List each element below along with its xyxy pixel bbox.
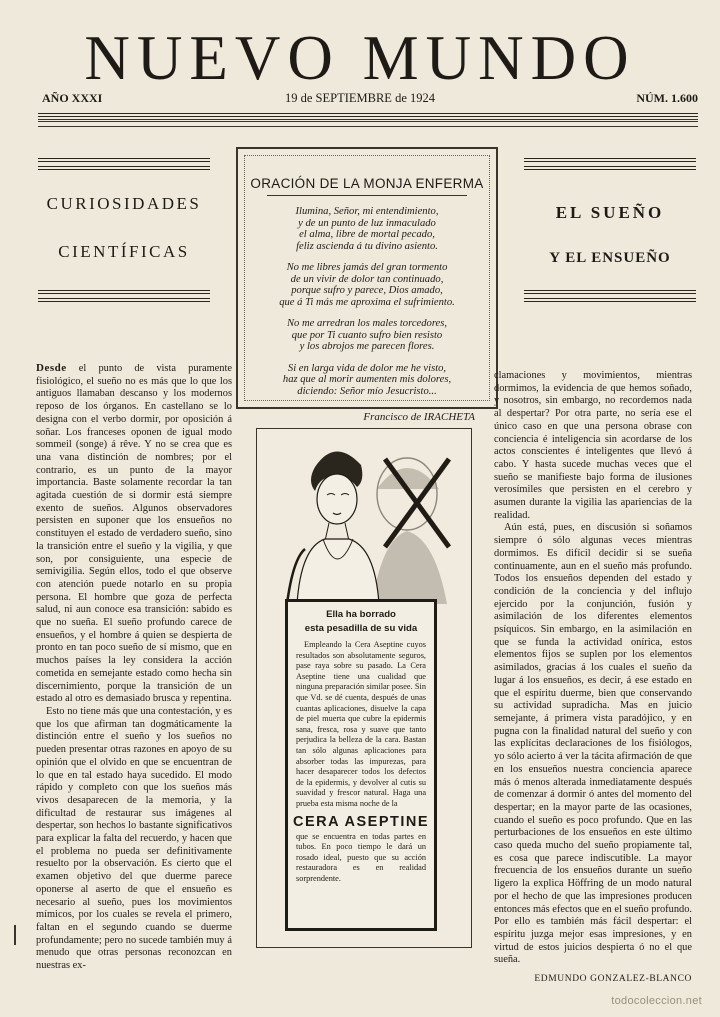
- issue-date: 19 de SEPTIEMBRE de 1924: [285, 91, 435, 105]
- article-paragraph: clamaciones y movimientos, mientras dormimos, la evidencia de que hemos soñado, y nosotros, sin embargo, no recordemos nada al despertar? Por otra parte, no sería ese el único caso en que una persona obrase con conciencia é inteligencia sin acordarse de los actos conscientes é inteligentes que llevó á cabo. Y hasta sucede muchas veces que el sueño se manifieste bajo forma de ilusiones verosímiles que persisten en el cerebro y asumen durante la vigilia las apariencias de la realidad.: [494, 370, 692, 521]
- issue-number: NÚM. 1.600: [636, 91, 698, 105]
- masthead-title: NUEVO MUNDO: [84, 23, 636, 93]
- poem-stanza: [245, 318, 489, 353]
- issue-year: AÑO XXXI: [42, 91, 103, 105]
- left-article: [36, 362, 232, 973]
- right-heading-rule-bottom2: [524, 298, 696, 302]
- poem-line: haz que al morir aumenten mis dolores,: [282, 374, 452, 385]
- poem-box: [236, 147, 498, 423]
- left-heading-rule-top2: [38, 166, 210, 170]
- edge-mark: [14, 925, 16, 945]
- right-article: [494, 370, 692, 986]
- article-paragraph: [36, 362, 232, 706]
- right-heading-line2: Y EL ENSUEÑO: [549, 250, 671, 266]
- poem-line: de un vivir de dolor tan continuado,: [290, 273, 444, 285]
- poem-author: Francisco de IRACHETA: [363, 411, 475, 423]
- poem-inner-frame: [244, 155, 490, 423]
- poem-line: y de un punto de luz inmaculado: [298, 217, 436, 229]
- ad-footer-text: que se encuentra en todas partes en tubos. En poco tiempo le dará un rosado ideal, puesto que su acción restauradora es en realidad sorprendente.: [296, 831, 426, 883]
- right-heading-rule-bottom: [524, 290, 696, 294]
- ad-brand: CERA ASEPTINE: [292, 813, 430, 830]
- masthead-rule: [38, 113, 698, 117]
- article-paragraph-text: el punto de vista puramente fisiológico, el sueño no es más que lo que los antiguos llamaban descanso y los modernos reposo de los órganos. En castellano se lo designa con el verbo dormir, por oposición á soñar. Los franceses oponen de igual modo sommeil (songe) á rêve. Y no se crea que es una vana distinción de nombres; por el contrario, es un punto de la mayor importancia. Baste solamente recordar la tan agitada cuestión de si dormir está siempre exento de sueños. Algunos observadores persisten en suponer que los ensueños no constituyen el estado de verdadero sueño, sino la transición entre el sueño y la vigilia, y que son, por consiguiente, una especie de semivigilia. Según ellos, todo el que observe con atención puede notarlo en su propia persona. El hombre que goza de perfecta salud, ni aun conoce esa transición: sabido es que no sueña. El sueño profundo carece de ensueños, y el hombre á quien se despierta de pronto en tan poco sueño de sí mismo, que en muchos países la ley considera la acción cometida en semejante estado como hecha sin discernimiento, porque la transición de un estado al otro es demasiado brusca y repentina.: [36, 363, 232, 705]
- poem-line: el alma, libre de mortal pecado,: [299, 229, 435, 240]
- left-heading-line1: CURIOSIDADES: [46, 194, 202, 213]
- left-heading-rule-bottom: [38, 290, 210, 294]
- article-author: EDMUNDO GONZALEZ-BLANCO: [534, 974, 692, 985]
- poem-line: y los abrojos me parecen flores.: [299, 341, 435, 352]
- ad-headline-line1: Ella ha borrado: [326, 609, 396, 620]
- left-heading-line2: CIENTÍFICAS: [58, 242, 190, 261]
- poem-line: que á Ti más me aproxima el sufrimiento.: [279, 296, 455, 308]
- poem-line: Ilumina, Señor, mi entendimiento,: [295, 206, 439, 217]
- right-heading-rule-top2: [524, 166, 696, 170]
- ad-headline: [288, 608, 434, 636]
- poem-line: No me libres jamás del gran tormento: [286, 262, 448, 273]
- poem-line: diciendo: Señor mío Jesucristo...: [297, 385, 437, 397]
- left-heading-rule-bottom2: [38, 298, 210, 302]
- poem-stanzas: [245, 206, 489, 397]
- masthead-rule-double: [38, 119, 698, 124]
- poem-line: No me arredran los males torcedores,: [286, 318, 448, 329]
- poem-title: ORACIÓN DE LA MONJA ENFERMA: [250, 176, 484, 191]
- poem-stanza: [245, 262, 489, 308]
- ad-headline-line2: esta pesadilla de su vida: [304, 623, 418, 634]
- right-heading-line1: EL SUEÑO: [555, 203, 665, 222]
- left-heading-rule-top: [38, 158, 210, 162]
- poem-line: feliz ascienda á tu divino asiento.: [296, 240, 438, 252]
- article-paragraph: Aún está, pues, en discusión si soñamos siempre ó sólo algunas veces mientras dormimos. Es difícil decidir si se sueña continuamente, aun en el sueño más profundo. Todos los ensueños dependen del estado y condición de la conciencia y del influjo ejercido por la conjunción, fusión y asimilación de los diferentes elementos psíquicos. Sin embargo, en la asimilación en que se funda la actividad onírica, estos elementos fijos se suplen por los elementos asimilados, gracias á los cuales el sueño da lugar á los ensueños, es decir, á ese estado en que el espíritu duerme, bien que conservando su actividad supradicha. Mas en juicio semejante, á primera vista paradójico, y en pugna con la finalidad natural del sueño y con las explícitas declaraciones de los fisiólogos, yo sólo acierto á ver la tácita afirmación de que en los ensueños nuestra conciencia aparece más ó menos alterada inmediatamente después de comenzar á dormir ó antes del momento del despertar; en la mayor parte de las ocasiones, cuando el sueño es poco profundo. Que en las perturbaciones de los ensueños en este último caso queda mucho del sueño propiamente tal, es cosa que parece indiscutible. La mayor frecuencia de los ensueños durante un sueño ligero la explica Höffring de un modo natural por el hecho de que las impresiones producen entonces más efectos que en el sueño profundo. Por ello es también más fácil despertar: el espíritu juzga mejor esas impresiones, y en virtud de estos juicios despierta ó no el que sueña.: [494, 522, 692, 966]
- article-paragraph: Esto no tiene más que una contestación, y es que los que afirman tan dogmáticamente la distinción entre el sueño y los sueños no pueden presentar otras razones en apoyo de su opinión que el olvido en que se encuentran de lo que en tal estado haya sucedido. El modo rápido y completo con que los sueños más vivos desaparecen de la memoria, y la dificultad de restaurar sus imágenes al despertar, son hechos lo bastante significativos para explicar la falta del recuerdo, y hacen que el problema no pueda ser definitivamente resuelto por la observación. Es cierto que el examen objetivo del que duerme parece oponerse al aserto de que el ensueño es necesario al sueño, pues los movimientos mímicos, por los cuales se revela el primero, faltan en el segundo cuando se duerme profundamente; pero no sucede también muy á menudo que otras personas reconozcan en nuestras ex-: [36, 705, 232, 972]
- ad-text-box: [285, 599, 437, 931]
- article-drop-word: Desde: [36, 362, 67, 374]
- ad-body: [288, 636, 434, 810]
- poem-stanza: [245, 206, 489, 252]
- right-heading-rule-top: [524, 158, 696, 162]
- ad-body-text: Empleando la Cera Aseptine cuyos resultados son absolutamente seguros, pase raya sobre su pasado. La Cera Aseptine tiene una cualidad que ninguna preparación similar posee. Sin que Vd. se dé cuenta, después de unas cuantas aplicaciones, disuelve la capa de piel muerta que cubre la epidermis sana, fresca, rosa y suave que tanto perjudica la belleza de la cara. Bastan tan sólo algunas aplicaciones para absorber todas las impurezas, para hacer desaparecer todos los defectos de la epidermis, y devolver al cutis su suavidad y frescor natural. Haga una prueba esta misma noche de la: [296, 640, 426, 808]
- poem-title-underline: [267, 195, 467, 196]
- poem-stanza: [245, 363, 489, 398]
- poem-line: que por Ti cuanto sufro bien resisto: [291, 329, 443, 341]
- advertisement: [256, 428, 472, 948]
- ad-woman-figure: [287, 451, 379, 604]
- poem-line: porque sufro y parece, Dios amado,: [291, 285, 443, 296]
- ad-illustration: [257, 429, 471, 604]
- poem-line: Si en larga vida de dolor me he visto,: [287, 362, 447, 374]
- watermark: todocoleccion.net: [611, 995, 702, 1007]
- masthead-rule-thin: [38, 126, 698, 127]
- ad-footer: [288, 832, 434, 885]
